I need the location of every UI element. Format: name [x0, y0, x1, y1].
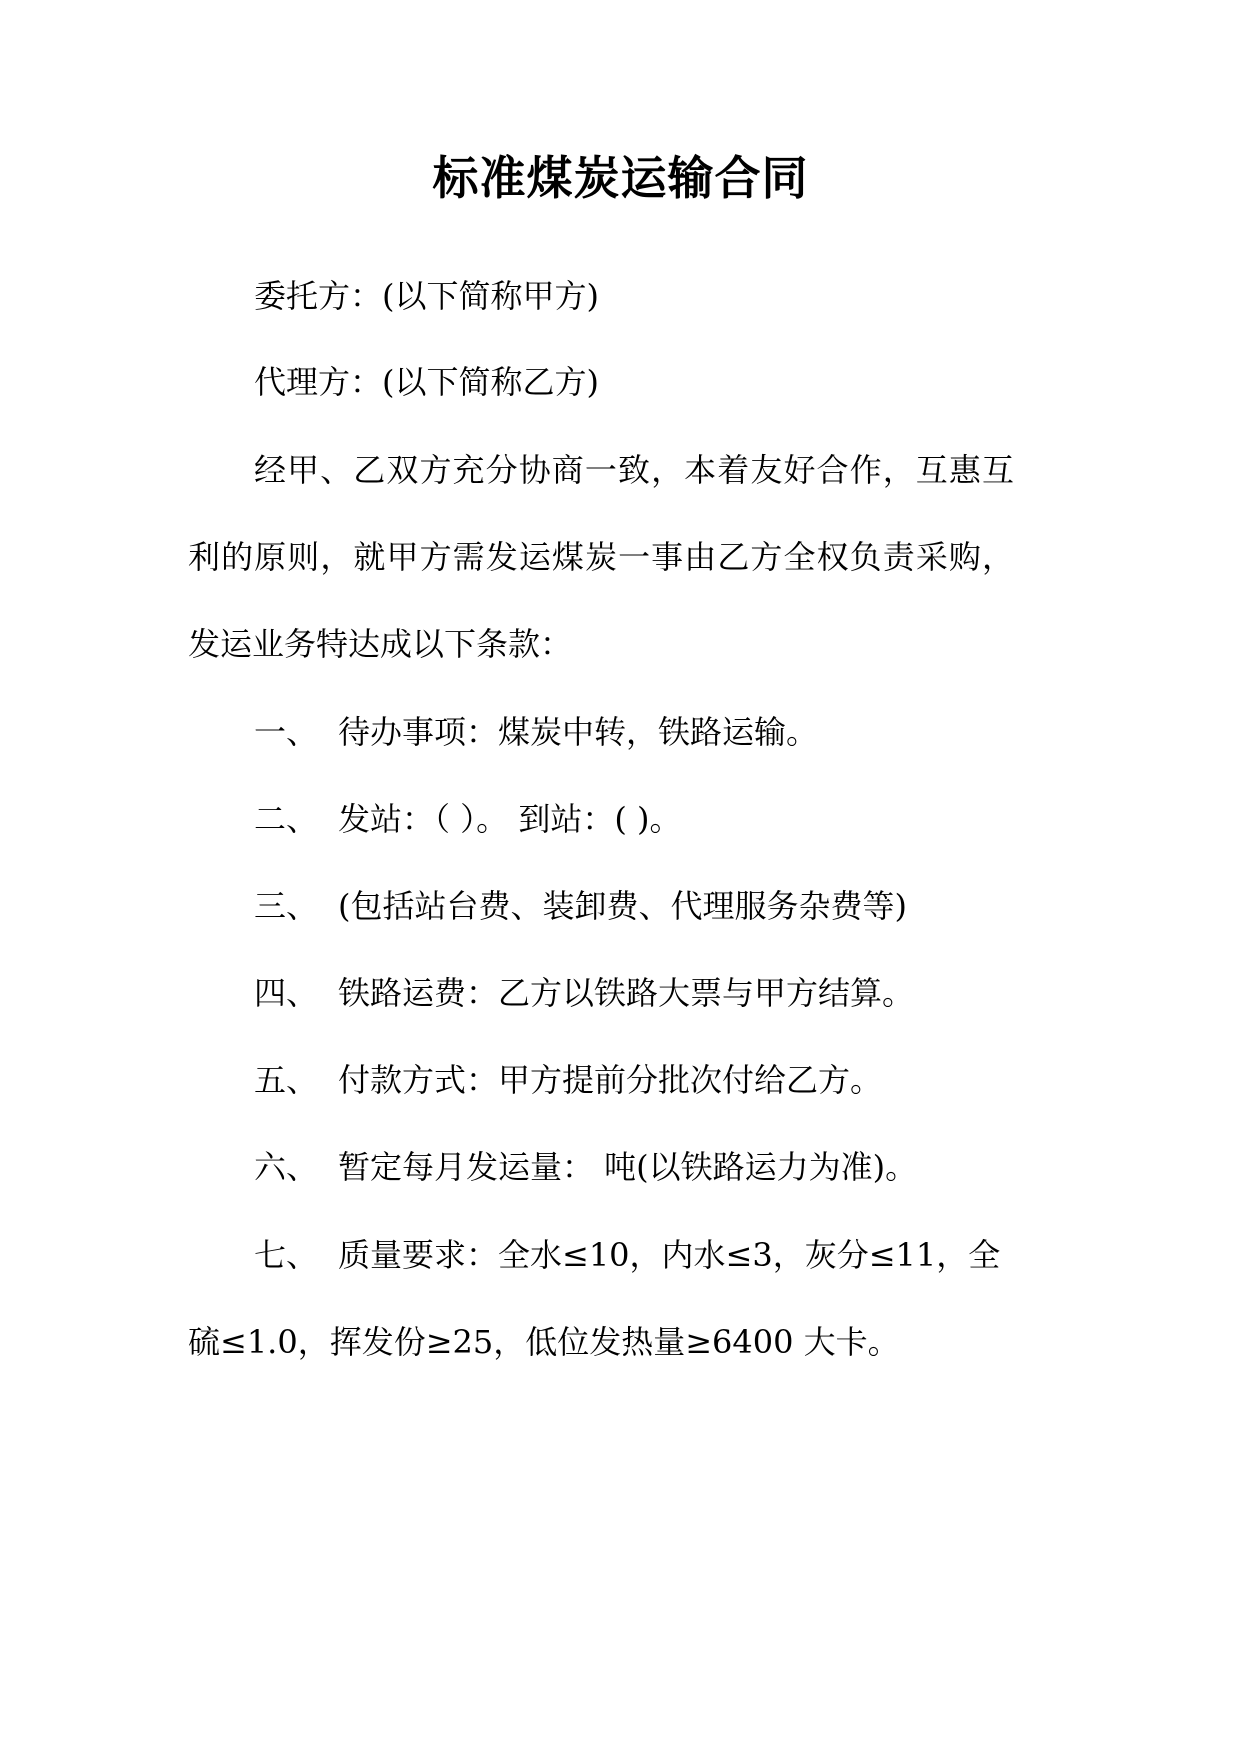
clause-6 [254, 1147, 917, 1187]
clause-number: 四、 [254, 974, 319, 1012]
clause-3 [254, 886, 907, 926]
clause-number: 一、 [254, 713, 319, 751]
clause-text: 暂定每月发运量： 吨(以铁路运力为准)。 [338, 1148, 918, 1186]
clause-text: 发站：（ ）。 到站：( )。 [338, 800, 682, 838]
clause-text: 待办事项：煤炭中转，铁路运输。 [338, 713, 819, 751]
clause-1 [254, 712, 818, 752]
clause-text: 付款方式：甲方提前分批次付给乙方。 [338, 1061, 883, 1099]
clause-5 [254, 1060, 882, 1100]
clause-number: 二、 [254, 800, 319, 838]
clause-text: 质量要求：全水≤10，内水≤3，灰分≤11，全 [338, 1236, 1001, 1274]
party-a-line: 委托方：(以下简称甲方) [254, 277, 599, 315]
clause-text: 铁路运费：乙方以铁路大票与甲方结算。 [338, 974, 915, 1012]
clause-number: 三、 [254, 887, 319, 925]
clause-7 [254, 1235, 1000, 1275]
clause-4 [254, 973, 914, 1013]
party-b-line: 代理方：(以下简称乙方) [254, 363, 599, 401]
preamble-line-3: 发运业务特达成以下条款： [188, 625, 573, 663]
clause-2 [254, 799, 682, 839]
preamble-line-1: 经甲、乙双方充分协商一致，本着友好合作，互惠互 [254, 451, 1014, 489]
clause-text: (包括站台费、装卸费、代理服务杂费等) [338, 887, 907, 925]
clause-number: 七、 [254, 1236, 319, 1274]
clause-number: 六、 [254, 1148, 319, 1186]
clause-number: 五、 [254, 1061, 319, 1099]
document-title: 标准煤炭运输合同 [432, 151, 809, 205]
clause-7-continued: 硫≤1.0，挥发份≥25，低位发热量≥6400 大卡。 [188, 1323, 900, 1361]
preamble-line-2: 利的原则，就甲方需发运煤炭一事由乙方全权负责采购， [188, 538, 1014, 576]
